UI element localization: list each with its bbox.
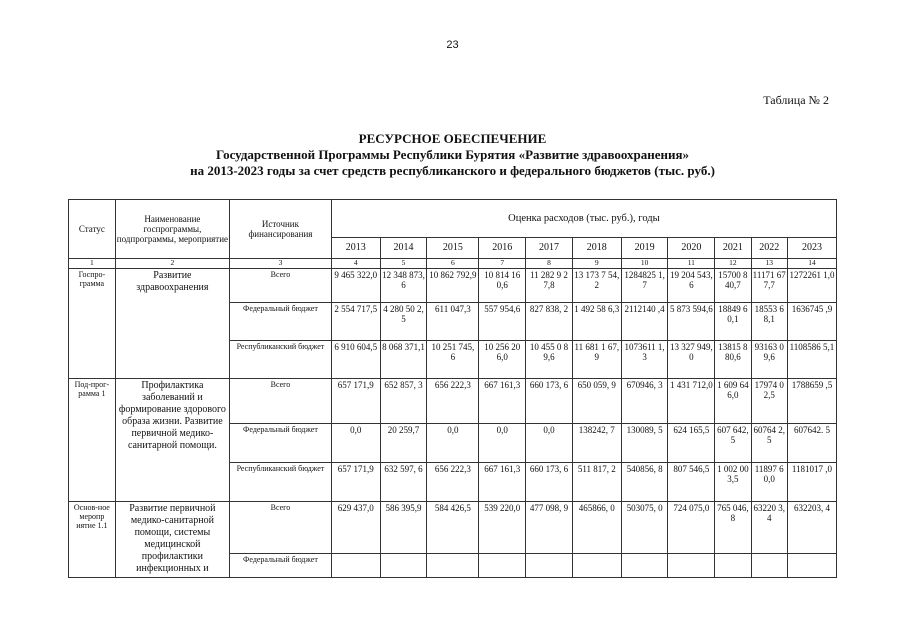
row-value-cell: 765 046,8 [715, 502, 751, 554]
title-line-3: на 2013-2023 годы за счет средств республиканского и федерального бюджетов (тыс. руб.) [190, 163, 715, 178]
row-value-cell: 13 327 949,0 [668, 341, 715, 379]
row-status: Госпро-грамма [69, 269, 116, 379]
row-value-cell: 540856, 8 [621, 463, 668, 502]
row-value-cell: 1 492 58 6,3 [572, 303, 621, 341]
row-value-cell: 11897 60,0 [751, 463, 787, 502]
header-year: 2014 [380, 238, 427, 259]
row-value-cell: 11171 677,7 [751, 269, 787, 303]
resource-table [68, 199, 837, 578]
row-value-cell: 584 426,5 [427, 502, 479, 554]
row-value-cell: 1788659 ,5 [787, 379, 836, 424]
row-value-cell: 10 862 792,9 [427, 269, 479, 303]
row-value-cell: 10 256 20 6,0 [479, 341, 526, 379]
table-row [69, 379, 837, 424]
column-number: 9 [572, 259, 621, 269]
row-funding-source: Всего [230, 502, 332, 554]
row-value-cell: 465866, 0 [572, 502, 621, 554]
row-value-cell [331, 554, 380, 578]
row-value-cell: 12 348 873,6 [380, 269, 427, 303]
row-value-cell: 20 259,7 [380, 424, 427, 463]
row-value-cell [787, 554, 836, 578]
header-year: 2021 [715, 238, 751, 259]
row-value-cell: 93163 09,6 [751, 341, 787, 379]
row-value-cell: 650 059, 9 [572, 379, 621, 424]
row-program-name: Развитие первичной медико-санитарной помощи, системы медицинской профилактики инфекционных и [115, 502, 229, 578]
row-value-cell: 2 554 717,5 [331, 303, 380, 341]
header-year: 2016 [479, 238, 526, 259]
row-value-cell: 539 220,0 [479, 502, 526, 554]
row-funding-source: Федеральный бюджет [230, 424, 332, 463]
row-value-cell: 657 171,9 [331, 379, 380, 424]
row-program-name: Профилактика заболеваний и формирование здорового образа жизни. Развитие первичной медико-санитарной помощи. [115, 379, 229, 502]
row-value-cell: 6 910 604,5 [331, 341, 380, 379]
row-value-cell: 11 681 1 67,9 [572, 341, 621, 379]
row-status: Основ-ное меропр иятие 1.1 [69, 502, 116, 578]
row-value-cell [572, 554, 621, 578]
row-funding-source: Федеральный бюджет [230, 554, 332, 578]
row-value-cell: 13815 880,6 [715, 341, 751, 379]
row-value-cell: 11 282 9 27,8 [526, 269, 573, 303]
row-value-cell: 18553 68,1 [751, 303, 787, 341]
column-number: 7 [479, 259, 526, 269]
title-line-2: Государственной Программы Республики Бурятия «Развитие здравоохранения» [215, 147, 690, 162]
row-value-cell: 4 280 50 2,5 [380, 303, 427, 341]
row-value-cell: 607 642,5 [715, 424, 751, 463]
row-value-cell: 656 222,3 [427, 463, 479, 502]
row-value-cell: 1 002 003,5 [715, 463, 751, 502]
row-value-cell: 138242, 7 [572, 424, 621, 463]
row-value-cell [427, 554, 479, 578]
row-status: Под-прог-рамма 1 [69, 379, 116, 502]
row-value-cell [751, 554, 787, 578]
header-status: Статус [69, 200, 116, 259]
row-value-cell: 1272261 1,0 [787, 269, 836, 303]
row-value-cell: 0,0 [526, 424, 573, 463]
row-value-cell: 19 204 543,6 [668, 269, 715, 303]
row-value-cell: 667 161,3 [479, 463, 526, 502]
column-number: 1 [69, 259, 116, 269]
row-value-cell: 660 173, 6 [526, 463, 573, 502]
header-year: 2023 [787, 238, 836, 259]
row-value-cell: 63220 3,4 [751, 502, 787, 554]
table-row [69, 502, 837, 554]
row-value-cell [715, 554, 751, 578]
column-number: 10 [621, 259, 668, 269]
row-value-cell: 511 817, 2 [572, 463, 621, 502]
header-name: Наименование госпрограммы, подпрограммы, мероприятие [115, 200, 229, 259]
header-year: 2018 [572, 238, 621, 259]
row-value-cell: 586 395,9 [380, 502, 427, 554]
row-value-cell: 624 165,5 [668, 424, 715, 463]
header-year: 2019 [621, 238, 668, 259]
row-value-cell: 657 171,9 [331, 463, 380, 502]
row-value-cell: 1 609 646,0 [715, 379, 751, 424]
document-title [0, 131, 905, 179]
row-value-cell: 632 597, 6 [380, 463, 427, 502]
table-label: Таблица № 2 [763, 93, 829, 107]
header-year: 2013 [331, 238, 380, 259]
row-value-cell: 15700 840,7 [715, 269, 751, 303]
row-value-cell: 18849 60,1 [715, 303, 751, 341]
row-value-cell: 1073611 1,3 [621, 341, 668, 379]
row-value-cell: 13 173 7 54,2 [572, 269, 621, 303]
row-value-cell [526, 554, 573, 578]
row-value-cell: 629 437,0 [331, 502, 380, 554]
row-value-cell: 10 251 745, 6 [427, 341, 479, 379]
row-value-cell: 660 173, 6 [526, 379, 573, 424]
row-value-cell: 652 857, 3 [380, 379, 427, 424]
row-value-cell: 807 546,5 [668, 463, 715, 502]
row-value-cell: 60764 2,5 [751, 424, 787, 463]
header-year: 2022 [751, 238, 787, 259]
row-value-cell [668, 554, 715, 578]
column-number: 5 [380, 259, 427, 269]
row-value-cell: 1284825 1,7 [621, 269, 668, 303]
row-value-cell: 9 465 322,0 [331, 269, 380, 303]
row-value-cell: 670946, 3 [621, 379, 668, 424]
row-value-cell: 1108586 5,1 [787, 341, 836, 379]
row-value-cell [621, 554, 668, 578]
row-value-cell: 0,0 [427, 424, 479, 463]
row-value-cell [479, 554, 526, 578]
header-year: 2017 [526, 238, 573, 259]
column-number: 8 [526, 259, 573, 269]
table-row [69, 269, 837, 303]
page-number: 23 [446, 39, 459, 51]
header-year: 2015 [427, 238, 479, 259]
column-number: 2 [115, 259, 229, 269]
header-estimate: Оценка расходов (тыс. руб.), годы [331, 200, 836, 238]
row-value-cell: 130089, 5 [621, 424, 668, 463]
column-number: 4 [331, 259, 380, 269]
row-value-cell: 10 455 0 89,6 [526, 341, 573, 379]
row-value-cell: 1 431 712,0 [668, 379, 715, 424]
row-value-cell: 8 068 371,1 [380, 341, 427, 379]
row-value-cell: 667 161,3 [479, 379, 526, 424]
row-value-cell: 0,0 [479, 424, 526, 463]
row-funding-source: Федеральный бюджет [230, 303, 332, 341]
row-value-cell: 827 838, 2 [526, 303, 573, 341]
row-value-cell: 477 098, 9 [526, 502, 573, 554]
row-funding-source: Всего [230, 269, 332, 303]
row-value-cell: 1181017 ,0 [787, 463, 836, 502]
row-funding-source: Всего [230, 379, 332, 424]
header-year: 2020 [668, 238, 715, 259]
row-value-cell: 2112140 ,4 [621, 303, 668, 341]
row-value-cell: 724 075,0 [668, 502, 715, 554]
column-number: 11 [668, 259, 715, 269]
header-source: Источник финансирования [230, 200, 332, 259]
column-number: 3 [230, 259, 332, 269]
row-value-cell [380, 554, 427, 578]
column-number: 12 [715, 259, 751, 269]
row-value-cell: 5 873 594,6 [668, 303, 715, 341]
row-value-cell: 656 222,3 [427, 379, 479, 424]
row-program-name: Развитие здравоохранения [115, 269, 229, 379]
row-value-cell: 10 814 16 0,6 [479, 269, 526, 303]
column-number: 13 [751, 259, 787, 269]
row-value-cell: 611 047,3 [427, 303, 479, 341]
column-number: 6 [427, 259, 479, 269]
column-number: 14 [787, 259, 836, 269]
row-value-cell: 557 954,6 [479, 303, 526, 341]
row-value-cell: 632203, 4 [787, 502, 836, 554]
row-value-cell: 503075, 0 [621, 502, 668, 554]
row-funding-source: Республиканский бюджет [230, 463, 332, 502]
title-line-1: РЕСУРСНОЕ ОБЕСПЕЧЕНИЕ [358, 131, 547, 146]
row-value-cell: 0,0 [331, 424, 380, 463]
row-value-cell: 17974 02,5 [751, 379, 787, 424]
row-value-cell: 607642. 5 [787, 424, 836, 463]
row-value-cell: 1636745 ,9 [787, 303, 836, 341]
row-funding-source: Республиканский бюджет [230, 341, 332, 379]
